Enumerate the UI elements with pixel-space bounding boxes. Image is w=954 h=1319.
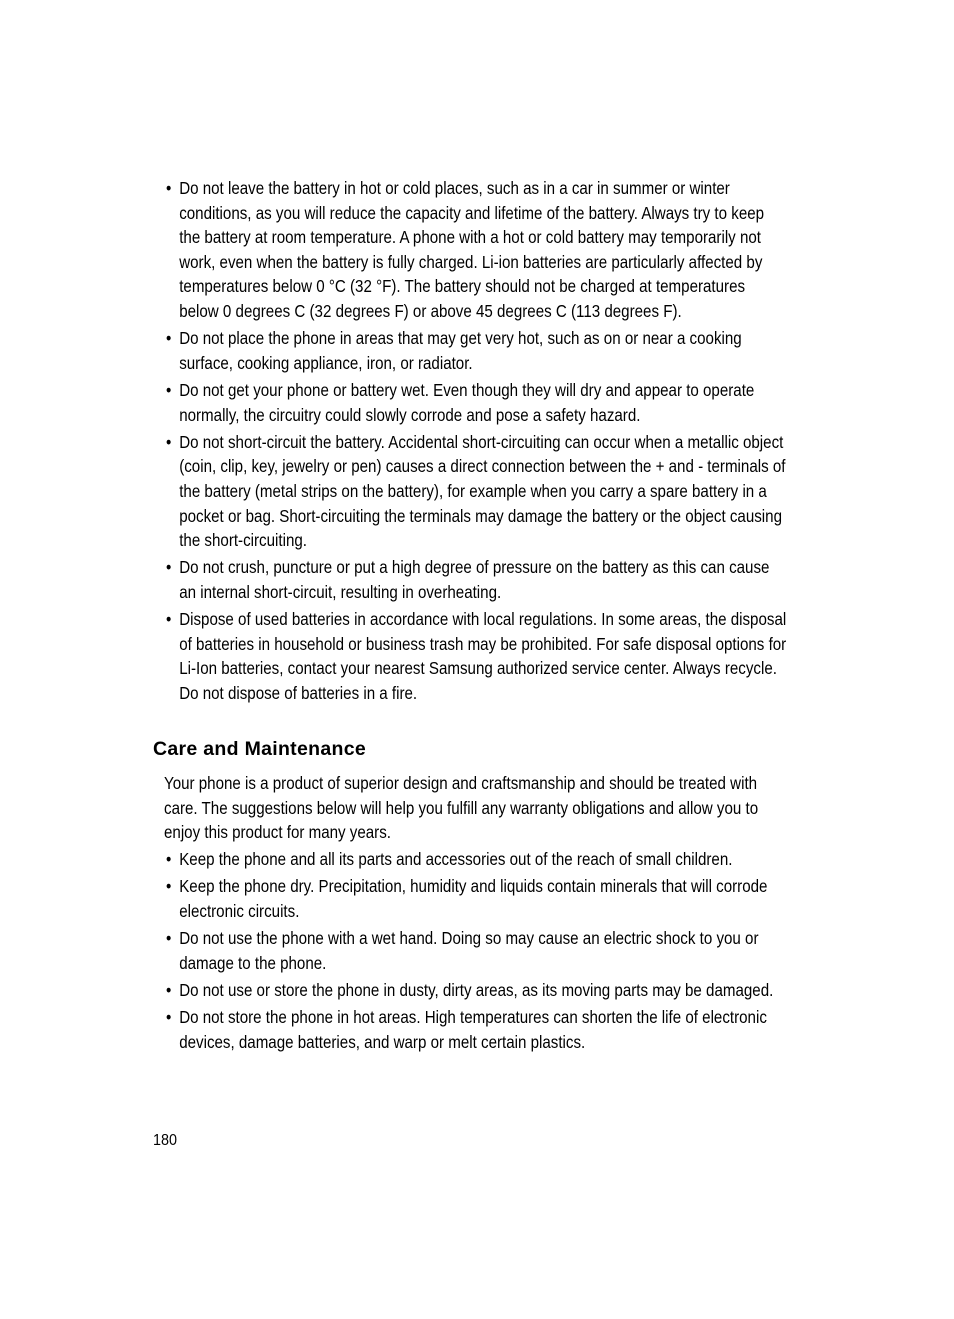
bullet-icon: •	[166, 849, 172, 869]
list-item	[166, 874, 786, 923]
bullet-icon: •	[166, 178, 172, 198]
list-item	[166, 926, 786, 975]
section-heading: Care and Maintenance	[153, 738, 366, 760]
bullet-text: Do not place the phone in areas that may get very hot, such as on or near a cooking surface, cooking appliance, iron, or radiator.	[179, 328, 742, 373]
list-item	[166, 430, 786, 553]
bullet-icon: •	[166, 609, 172, 630]
bullet-text: Dispose of used batteries in accordance with local regulations. In some areas, the disposal of batteries in household or business trash may be prohibited. For safe disposal options for Li-Ion batteries, contact your nearest Samsung authorized service center. Always recycle. Do not dispose of batteries in a fire.	[179, 609, 787, 703]
list-item	[166, 326, 786, 375]
list-item	[166, 378, 786, 427]
bullet-icon: •	[166, 431, 172, 452]
bullet-text: Do not crush, puncture or put a high degree of pressure on the battery as this can cause an internal short-circuit, resulting in overheating.	[179, 557, 770, 602]
battery-safety-section	[166, 176, 786, 708]
care-bullet-list	[166, 847, 856, 1057]
bullet-text: Do not store the phone in hot areas. High temperatures can shorten the life of electronic devices, damage batteries, and warp or melt certain plastics.	[179, 1006, 767, 1052]
bullet-icon: •	[166, 876, 172, 897]
list-item	[166, 847, 786, 872]
bullet-text: Keep the phone and all its parts and accessories out of the reach of small children.	[179, 849, 733, 869]
bullet-text: Keep the phone dry. Precipitation, humidity and liquids contain minerals that will corrode electronic circuits.	[179, 876, 768, 921]
list-item	[166, 1005, 786, 1054]
battery-bullet-list	[166, 176, 786, 705]
list-item	[166, 555, 786, 604]
bullet-icon: •	[166, 379, 172, 400]
list-item	[166, 607, 786, 705]
bullet-text: Do not short-circuit the battery. Accidental short-circuiting can occur when a metallic object (coin, clip, key, jewelry or pen) causes a direct connection between the + and - terminals of the battery (metal strips on the battery), for example when you carry a spare battery in a pocket or bag. Short-circuiting the terminals may damage the battery or the object causing the short-circuiting.	[179, 431, 786, 551]
intro-paragraph: Your phone is a product of superior design and craftsmanship and should be treated with care. The suggestions below will help you fulfill any warranty obligations and allow you to enjoy this product for many years.	[164, 773, 759, 843]
bullet-icon: •	[166, 927, 172, 948]
bullet-text: Do not leave the battery in hot or cold places, such as in a car in summer or winter conditions, as you will reduce the capacity and lifetime of the battery. Always try to keep the battery at room temperature. A phone with a hot or cold battery may temporarily not work, even when the battery is fully charged. Li-ion batteries are particularly affected by temperatures below 0 °C (32 °F). The battery should not be charged at temperatures below 0 degrees C (32 degrees F) or above 45 degrees C (113 degrees F).	[179, 178, 765, 321]
list-item	[166, 176, 786, 324]
bullet-icon: •	[166, 557, 172, 578]
bullet-text: Do not use the phone with a wet hand. Doing so may cause an electric shock to you or damage to the phone.	[179, 927, 759, 973]
bullet-icon: •	[166, 1006, 172, 1027]
page-number: 180	[153, 1132, 178, 1149]
bullet-icon: •	[166, 979, 172, 1000]
bullet-icon: •	[166, 328, 172, 349]
bullet-text: Do not get your phone or battery wet. Even though they will dry and appear to operate normally, the circuitry could slowly corrode and pose a safety hazard.	[179, 379, 755, 425]
bullet-text: Do not use or store the phone in dusty, dirty areas, as its moving parts may be damaged.	[179, 979, 774, 1000]
list-item	[166, 978, 786, 1003]
